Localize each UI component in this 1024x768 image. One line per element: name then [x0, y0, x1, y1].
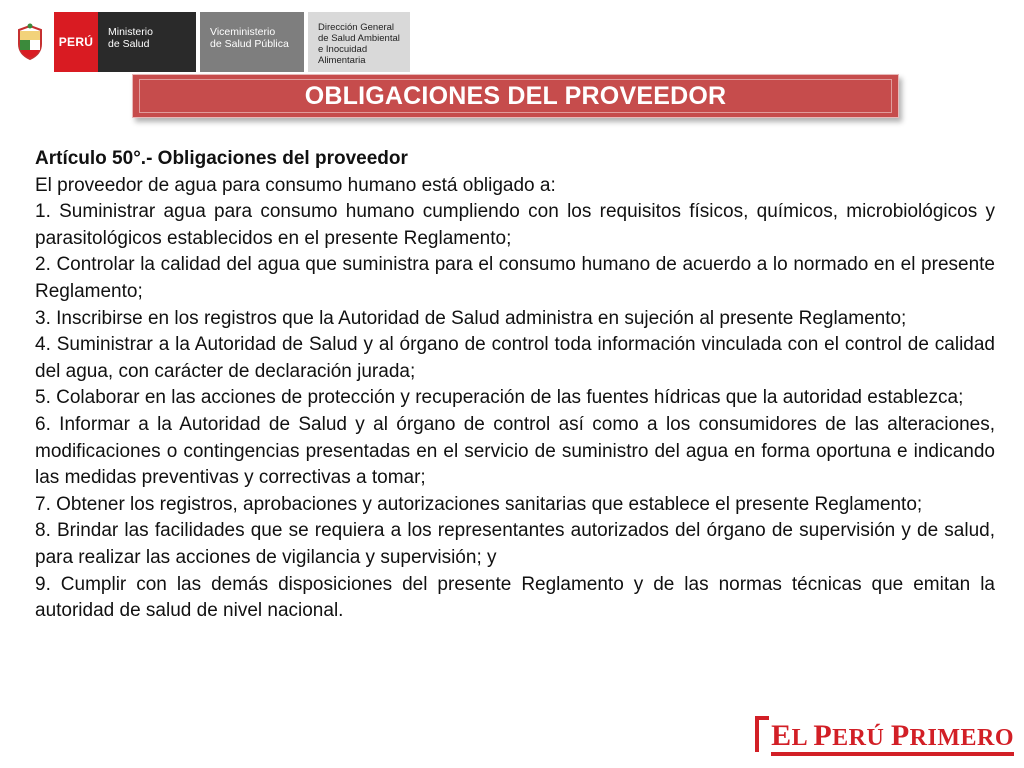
article-item-3: 3. Inscribirse en los registros que la Autoridad de Salud administra en sujeción al presente Reglamento; — [35, 307, 907, 329]
article-item-8: 8. Brindar las facilidades que se requiera a los representantes autorizados del órgano de supervisión y de salud, para realizar las acciones de vigilancia y supervisión; y — [35, 520, 995, 568]
direction-line-1: Dirección General — [318, 22, 395, 33]
article-item-7: 7. Obtener los registros, aprobaciones y autorizaciones sanitarias que establece el presente Reglamento; — [35, 493, 923, 515]
brand-text — [771, 719, 1014, 756]
brand-part-6: RIMERO — [909, 725, 1014, 751]
coat-of-arms-icon — [12, 12, 48, 72]
viceministry-logo — [200, 12, 304, 72]
article-intro: El proveedor de agua para consumo humano está obligado a: — [35, 174, 556, 196]
brand-part-5: P — [890, 719, 910, 752]
ministry-line-2: de Salud — [108, 38, 150, 50]
article-heading: Artículo 50°.- Obligaciones del proveedor — [35, 148, 408, 169]
vice-line-2: de Salud Pública — [210, 38, 289, 50]
article-item-9: 9. Cumplir con las demás disposiciones del presente Reglamento y de las normas técnicas que emitan la autoridad de salud de nivel nacional. — [35, 573, 995, 622]
brand-frame-corner — [755, 716, 769, 752]
direction-line-3: e Inocuidad Alimentaria — [318, 44, 368, 66]
page-title: OBLIGACIONES DEL PROVEEDOR — [304, 81, 727, 110]
article-item-1: 1. Suministrar agua para consumo humano cumpliendo con los requisitos físicos, químicos, microbiológicos y parasitológicos establecidos en el presente Reglamento; — [35, 201, 995, 249]
vice-line-1: Viceministerio — [210, 26, 276, 38]
title-banner — [132, 74, 899, 118]
peru-logo — [54, 12, 98, 72]
brand-part-1: E — [771, 719, 792, 752]
article-item-2: 2. Controlar la calidad del agua que suministra para el consumo humano de acuerdo a lo normado en el presente Reglamento; — [35, 254, 995, 302]
article-item-6: 6. Informar a la Autoridad de Salud y al órgano de control así como a los consumidores de las alteraciones, modificaciones o contingencias presentadas en el servicio de suministro del agua en forma oportuna e indicando las medidas preventivas y correctivas a tomar; — [35, 413, 995, 489]
brand-part-4: ERÚ — [832, 725, 891, 751]
el-peru-primero-logo — [755, 716, 1014, 756]
brand-part-3: P — [813, 719, 833, 752]
government-header — [12, 12, 410, 72]
article-item-4: 4. Suministrar a la Autoridad de Salud y al órgano de control toda información vinculada con el control de calidad del agua, con carácter de declaración jurada; — [35, 334, 995, 382]
article-item-5: 5. Colaborar en las acciones de protección y recuperación de las fuentes hídricas que la autoridad establezca; — [35, 387, 964, 409]
direction-logo — [308, 12, 410, 72]
ministry-logo — [98, 12, 196, 72]
direction-line-2: de Salud Ambiental — [318, 33, 400, 44]
article-content — [35, 146, 995, 625]
ministry-line-1: Ministerio — [108, 26, 153, 38]
brand-part-2: L — [791, 725, 814, 751]
peru-label: PERÚ — [58, 35, 94, 49]
